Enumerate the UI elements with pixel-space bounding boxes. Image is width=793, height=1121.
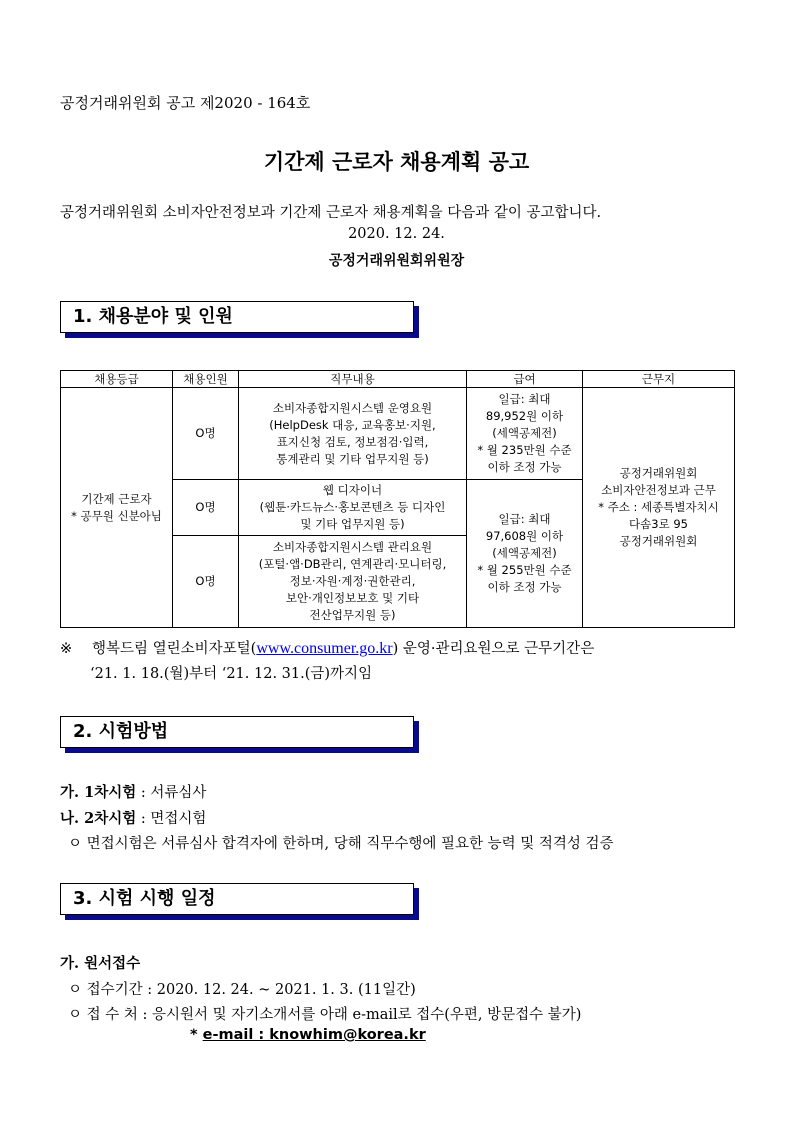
recruitment-table bbox=[60, 370, 735, 628]
duty-line: (웹툰·카드뉴스·홍보콘텐츠 등 디자인 bbox=[259, 500, 446, 514]
table-header: 채용인원 bbox=[173, 371, 239, 388]
count-cell: O명 bbox=[173, 388, 239, 480]
email-address[interactable]: e-mail : knowhim@korea.kr bbox=[202, 1027, 426, 1043]
note-text: ) 운영·관리요원으로 근무기간은 bbox=[392, 641, 595, 657]
page-title: 기간제 근로자 채용계획 공고 bbox=[263, 150, 530, 174]
note-text: 행복드림 열린소비자포털( bbox=[92, 641, 257, 657]
table-header: 직무내용 bbox=[239, 371, 467, 388]
note-period: ‘21. 1. 18.(월)부터 ‘21. 12. 31.(금)까지임 bbox=[90, 666, 373, 682]
section-heading-3: 3. 시험 시행 일정 bbox=[60, 883, 414, 915]
grade-cell bbox=[61, 388, 173, 628]
duty-line: 통계관리 및 기타 업무지원 등) bbox=[276, 451, 429, 466]
workplace-line: 공정거래위원회 bbox=[619, 534, 698, 548]
salary-line: 89,952원 이하 bbox=[485, 409, 564, 423]
employment-note bbox=[60, 636, 736, 687]
count-cell: O명 bbox=[173, 536, 239, 628]
email-star: * bbox=[190, 1027, 203, 1043]
salary-cell bbox=[467, 480, 583, 628]
salary-line: 일급: 최대 bbox=[498, 512, 551, 526]
intro-text: 공정거래위원회 소비자안전정보과 기간제 근로자 채용계획을 다음과 같이 공고합니다. bbox=[60, 205, 602, 221]
duty-line: 및 기타 업무지원 등) bbox=[300, 517, 405, 531]
first-exam-value: : 서류심사 bbox=[136, 785, 207, 801]
workplace-line: * 주소 : 세종특별자치시 bbox=[598, 500, 719, 514]
duty-line: 보안·개인정보보호 및 기타 bbox=[285, 591, 420, 605]
table-header: 채용등급 bbox=[61, 371, 173, 388]
section-heading-2: 2. 시험방법 bbox=[60, 716, 414, 748]
signer: 공정거래위원회위원장 bbox=[328, 253, 465, 269]
application-period: ㅇ 접수기간 : 2020. 12. 24. ~ 2021. 1. 3. (11일간) bbox=[68, 982, 416, 998]
duty-line: (포털·앱·DB관리, 연계관리·모니터링, bbox=[258, 557, 447, 571]
table-header-row bbox=[61, 371, 735, 388]
first-exam bbox=[60, 781, 206, 802]
table-header: 근무지 bbox=[583, 371, 735, 388]
salary-line: * 월 235만원 수준 bbox=[477, 443, 572, 457]
duty-line: 웹 디자이너 bbox=[322, 483, 383, 497]
duty-line: 정보·자원·계정·권한관리, bbox=[289, 574, 416, 588]
second-exam-label: 나. 2차시험 bbox=[60, 810, 137, 827]
first-exam-label: 가. 1차시험 bbox=[60, 784, 137, 801]
grade-line: * 공무원 신분아님 bbox=[71, 508, 162, 523]
application-place: ㅇ 접 수 처 : 응시원서 및 자기소개서를 아래 e-mail로 접수(우편, 방문접수 불가) bbox=[68, 1007, 582, 1023]
duty-line: 소비자종합지원시스템 운영요원 bbox=[272, 400, 433, 415]
duty-cell bbox=[239, 388, 467, 480]
table-header: 급여 bbox=[467, 371, 583, 388]
second-exam-value: : 면접시험 bbox=[136, 811, 207, 827]
duty-cell bbox=[239, 536, 467, 628]
count-cell: O명 bbox=[173, 480, 239, 536]
duty-line: 전산업무지원 등) bbox=[309, 608, 396, 622]
notice-number: 공정거래위원회 공고 제2020 - 164호 bbox=[60, 94, 311, 112]
table-row bbox=[61, 388, 735, 480]
note-mark: ※ bbox=[60, 641, 73, 657]
notice-date: 2020. 12. 24. bbox=[348, 226, 445, 242]
salary-cell bbox=[467, 388, 583, 480]
section-heading-1: 1. 채용분야 및 인원 bbox=[60, 301, 414, 333]
salary-line: 이하 조정 가능 bbox=[487, 580, 562, 594]
interview-bullet: ㅇ 면접시험은 서류심사 합격자에 한하며, 당해 직무수행에 필요한 능력 및 적격성 검증 bbox=[68, 836, 614, 852]
salary-line: 일급: 최대 bbox=[498, 392, 551, 406]
duty-line: (HelpDesk 대응, 교육홍보·지원, bbox=[269, 417, 436, 432]
salary-line: 97,608원 이하 bbox=[485, 529, 564, 543]
duty-cell bbox=[239, 480, 467, 536]
salary-line: * 월 255만원 수준 bbox=[477, 563, 572, 577]
consumer-portal-link[interactable]: www.consumer.go.kr bbox=[256, 640, 393, 657]
duty-line: 소비자종합지원시스템 관리요원 bbox=[272, 540, 433, 554]
workplace-line: 다솜3로 95 bbox=[629, 517, 688, 531]
duty-line: 표지신청 검토, 정보점검·입력, bbox=[276, 434, 429, 449]
workplace-cell bbox=[583, 388, 735, 628]
email-line bbox=[190, 1027, 426, 1043]
grade-line: 기간제 근로자 bbox=[81, 491, 152, 506]
salary-line: (세액공제전) bbox=[492, 426, 557, 440]
application-label: 가. 원서접수 bbox=[60, 955, 141, 972]
workplace-line: 공정거래위원회 bbox=[619, 466, 698, 480]
workplace-line: 소비자안전정보과 근무 bbox=[601, 483, 716, 497]
second-exam bbox=[60, 807, 206, 828]
salary-line: (세액공제전) bbox=[492, 546, 557, 560]
salary-line: 이하 조정 가능 bbox=[487, 460, 562, 474]
